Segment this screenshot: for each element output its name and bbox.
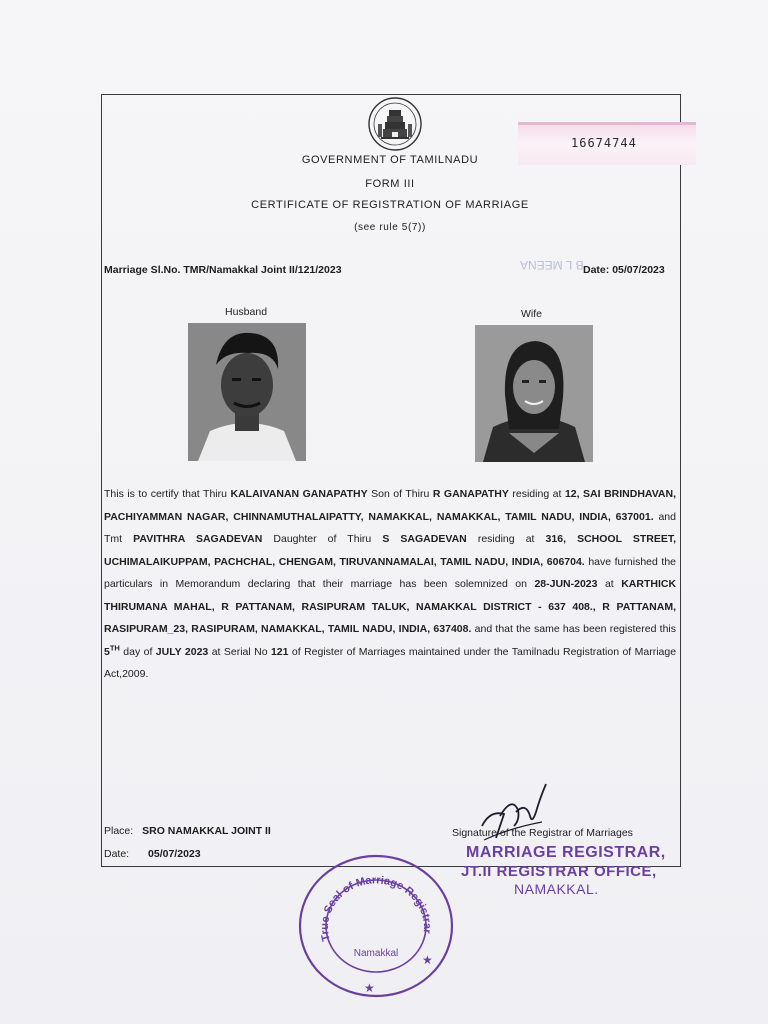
place-label: Place: [104,825,134,837]
seal-center-text: Namakkal [353,948,399,959]
body-text-daughter-of: Daughter of Thiru [273,533,372,545]
body-text-closing: of Register of Marriages maintained under the Tamilnadu Registration of Marriage Act,2009. [104,645,677,680]
wife-photo [475,325,593,462]
date-top-label: Date: [583,264,610,276]
registration-day-suffix: TH [109,643,120,652]
body-text-residing-2: residing at [477,533,535,545]
body-text-serial: at Serial No [211,645,268,658]
registration-month-year: JULY 2023 [155,645,209,658]
body-text-residing: residing at [512,488,562,500]
government-title: GOVERNMENT OF TAMILNADU [301,154,479,166]
body-text-son-of: Son of Thiru [371,488,430,500]
husband-father-name: R GANAPATHY [432,488,509,500]
body-text-intro: This is to certify that Thiru [104,488,227,500]
marriage-sl-value: TMR/Namakkal Joint II/121/2023 [183,264,342,276]
date-top-value: 05/07/2023 [612,264,665,276]
registration-serial: 121 [270,645,289,658]
rule-reference: (see rule 5(7)) [354,222,426,233]
signature-caption: Signature of the Registrar of Marriages [452,827,633,839]
husband-name: KALAIVANAN GANAPATHY [230,488,368,500]
registrar-stamp-line2: JT.II REGISTRAR OFFICE, [461,863,657,880]
registrar-round-seal [296,852,456,1000]
certificate-title: CERTIFICATE OF REGISTRATION OF MARRIAGE [251,199,529,211]
footer-date-label: Date: [104,848,130,860]
registrar-stamp-line3: NAMAKKAL. [514,881,599,897]
bleed-through-stamp: B L MEENA [520,258,584,272]
footer-date-value: 05/07/2023 [148,848,201,860]
marriage-sl-row [104,264,342,276]
footer-date-row [104,848,201,860]
seal-star-icon: ★ [422,953,433,967]
husband-photo [188,323,306,461]
registration-day: 5 [104,645,110,658]
wife-address: 316, SCHOOL STREET, UCHIMALAIKUPPAM, PACHCHAL, CHENGAM, TIRUVANNAMALAI, TAMIL NADU, INDIA, 606704. [104,533,677,568]
body-text-registered: and that the same has been registered this [474,623,676,635]
date-top-row [583,264,665,276]
marriage-sl-label: Marriage Sl.No. [104,264,181,276]
body-text-day-of: day of [123,645,153,658]
body-text-memorandum: have furnished the particulars in Memorandum declaring that their marriage has been solemnized on [104,555,676,590]
wife-name: PAVITHRA SAGADEVAN [133,533,263,545]
tamilnadu-emblem-icon [367,96,423,152]
certificate-body [104,483,676,686]
body-text-and-tmt: and Tmt [104,510,676,545]
place-row [104,825,271,837]
place-value: SRO NAMAKKAL JOINT II [142,825,271,837]
wife-label: Wife [521,308,542,320]
marriage-date: 28-JUN-2023 [534,578,598,590]
serial-number: 16674744 [571,136,637,150]
marriage-venue: KARTHICK THIRUMANA MAHAL, R PATTANAM, RASIPURAM TALUK, NAMAKKAL DISTRICT - 637 408., R PATTANAM, RASIPURAM_23, RASIPURAM, NAMAKKAL, TAMIL NADU, INDIA, 637408. [104,578,677,635]
seal-star-icon-bottom: ★ [364,981,375,995]
form-title: FORM III [365,178,415,190]
husband-label: Husband [225,306,268,318]
seal-outer-text: True Seal of Marriage Registrar [318,874,434,943]
body-text-at: at [604,578,614,590]
husband-address: 12, SAI BRINDHAVAN, PACHIYAMMAN NAGAR, CHINNAMUTHALAIPATTY, NAMAKKAL, NAMAKKAL, TAMIL NADU, INDIA, 637001. [104,488,677,523]
wife-father-name: S SAGADEVAN [382,533,467,545]
registrar-stamp-line1: MARRIAGE REGISTRAR, [466,844,666,861]
